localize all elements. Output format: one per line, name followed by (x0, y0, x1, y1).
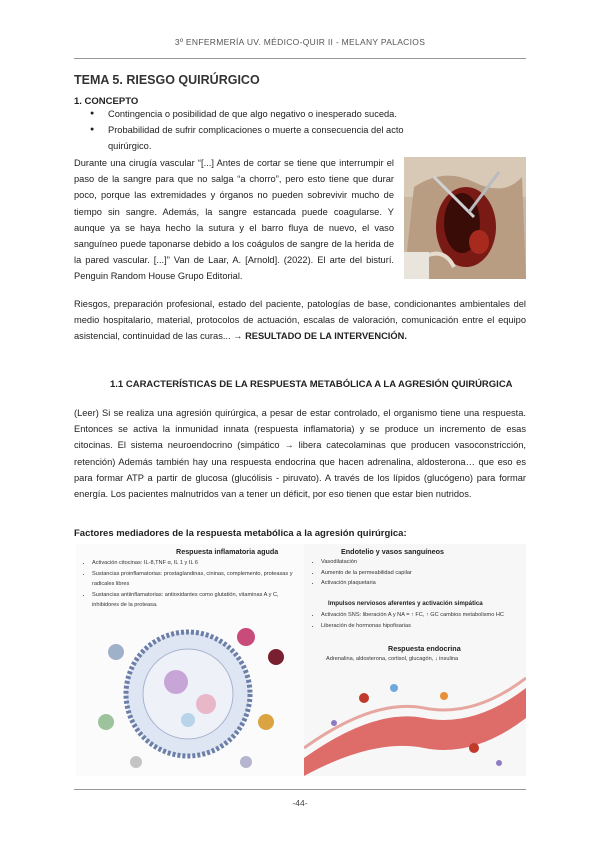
inflammatory-item: • Sustancias proinflamatorias: prostaglandinas, cininas, complemento, proteasas y radicales libres (92, 569, 302, 590)
surgery-photo (404, 157, 526, 279)
endothelium-item: • Aumento de la permeabilidad capilar (321, 568, 521, 579)
bullet-item: ● Probabilidad de sufrir complicaciones o muerte a consecuencia del acto quirúrgico. (90, 122, 435, 154)
nerve-list (311, 610, 521, 631)
risks-paragraph (74, 296, 526, 345)
nerve-item: • Liberación de hormonas hipofisarias (321, 621, 521, 632)
endothelium-item: • Activación plaquetaria (321, 578, 521, 589)
concept-bullet-list (90, 106, 435, 154)
nerve-title: Impulsos nerviosos aferentes y activación simpática (328, 600, 483, 607)
inflammatory-title: Respuesta inflamatoria aguda (176, 547, 279, 556)
page-number: -44- (292, 798, 308, 808)
endocrine-title: Respuesta endocrina (388, 644, 461, 653)
quote-paragraph: Durante una cirugía vascular “[...] Antes de cortar se tiene que interrumpir el paso de la sangre para que no salga “a chorro”, pero esto tiene que durar poco, porque las extremidades y órganos no pueden sobrevivir mucho de tiempo sin sangre. Además, la sangre estancada puede coagularse. Y aunque ya se haya hecho la sutura y el barro fluya de nuevo, el vaso sanguíneo puede taponarse debido a los coágulos de sangre de la herida de la pared vascular. [...]” Van de Laar, A. [Arnold]. (2022). El arte del bisturí. Penguin Random House Grupo Editorial. (74, 158, 394, 282)
footer-rule (74, 789, 526, 790)
metabolic-response-paragraph: (Leer) Si se realiza una agresión quirúrgica, a pesar de estar controlado, el organismo tiene una respuesta. Entonces se activa la inmunidad innata (respuesta inflamatoria) y se produce un incremento de esas citocinas. El sistema neuroendocrino (simpático → libera catecolaminas que producen vasoconstricción, retención) Además también hay una respuesta endocrina que hacen adrenalina, aldosterona… que eso es para formar ATP a partir de glucosa (glucólisis - piruvato). A través de los lípidos (glucógeno) para formar energía. Los pacientes malnutridos van a tener un déficit, por eso tienen que estar bien nutridos. (74, 408, 526, 500)
inflammatory-item: • Activación citocinas: IL-8,TNF α, IL 1 y IL 6 (92, 558, 302, 569)
section-heading-1-1 (74, 377, 526, 393)
bullet-item: ● Contingencia o posibilidad de que algo negativo o inesperado suceda. (90, 106, 435, 122)
endocrine-item: Adrenalina, aldosterona, cortisol, glucagón, ↓ insulina (326, 656, 459, 662)
inflammatory-list (82, 558, 302, 611)
mediators-figure (76, 544, 526, 776)
inflammation-cell-diagram (76, 612, 301, 776)
inflammatory-item: • Sustancias antiinflamatorias: antioxidantes como glutatión, vitaminas A y C, inhibidores de la proteasa. (92, 590, 302, 611)
section-heading-text: 1.1 CARACTERÍSTICAS DE LA RESPUESTA METABÓLICA A LA AGRESIÓN QUIRÚRGICA (110, 379, 513, 390)
endothelium-title: Endotelio y vasos sanguíneos (341, 547, 445, 556)
risks-result: RESULTADO DE LA INTERVENCIÓN. (245, 331, 407, 342)
section-heading-concepto: 1. CONCEPTO (74, 96, 139, 107)
page-title: TEMA 5. RIESGO QUIRÚRGICO (74, 73, 260, 87)
header-rule (74, 58, 526, 59)
endocrine-list (316, 654, 526, 665)
risks-text: Riesgos, preparación profesional, estado del paciente, patologías de base, condicionantes ambientales del medio hospitalario, material, protocolos de actuación, escalas de valoración, comunicación entre el equipo asistencial, continuidad de las curas... → (74, 299, 526, 342)
endothelium-item: • Vasodilatación (321, 557, 521, 568)
figure-caption: Factores mediadores de la respuesta metabólica a la agresión quirúrgica: (74, 528, 407, 539)
nerve-item: • Activación SNS: liberación A y NA = ↑ FC, ↑ GC cambios metabolismo HC (321, 610, 521, 621)
blood-vessel-diagram (304, 668, 526, 776)
running-header: 3º ENFERMERÍA UV. MÉDICO-QUIR II - MELANY PALACIOS (174, 37, 426, 47)
endothelium-list (311, 557, 521, 589)
